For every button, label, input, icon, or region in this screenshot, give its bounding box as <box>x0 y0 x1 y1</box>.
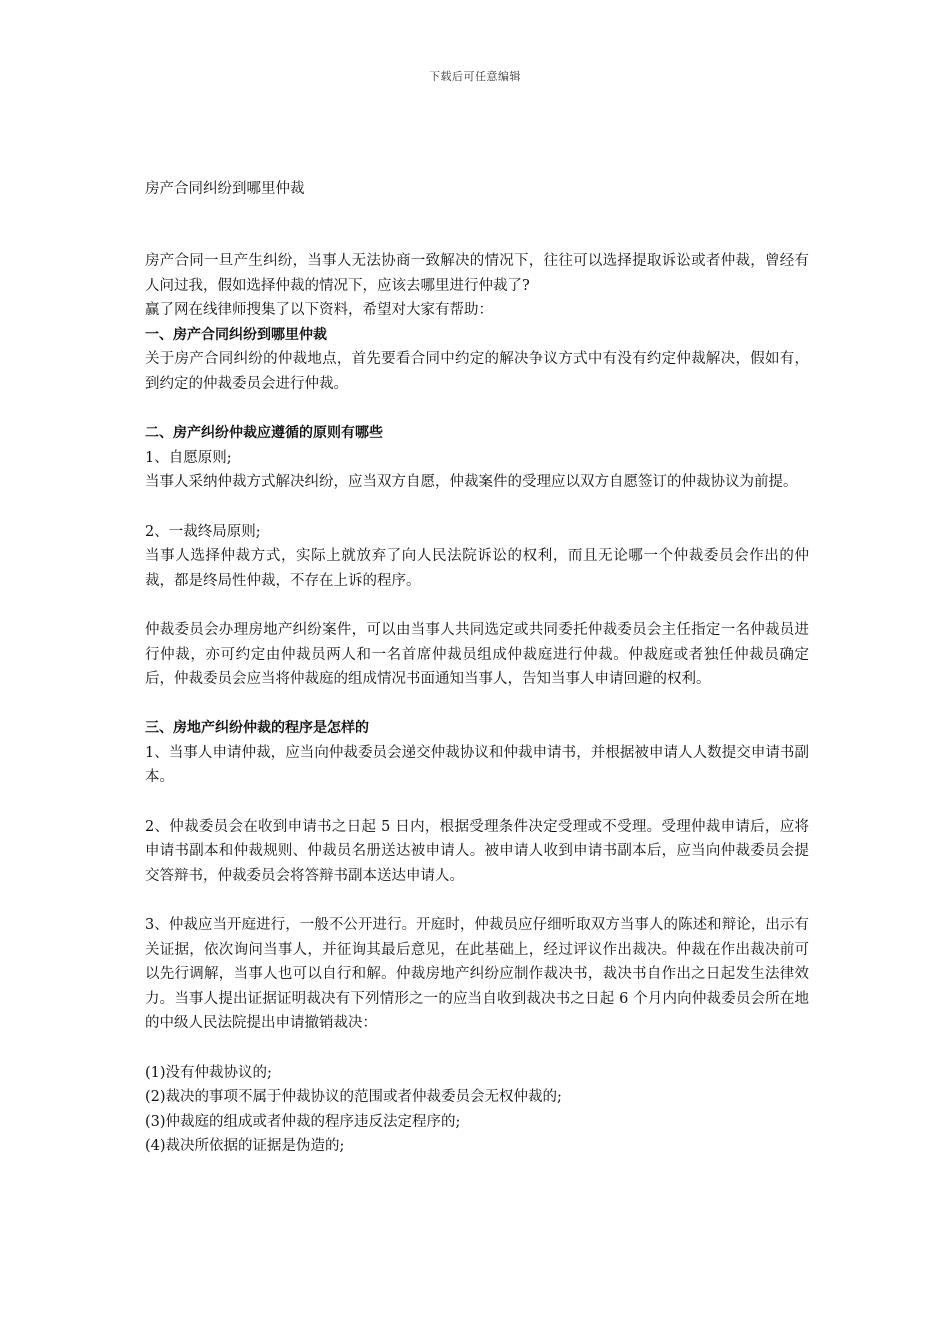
document-body <box>145 249 809 1159</box>
list-item: (3)仲裁庭的组成或者仲裁的程序违反法定程序的; <box>145 1113 461 1130</box>
document-title: 房产合同纠纷到哪里仲裁 <box>145 181 305 197</box>
body-paragraph: 2、仲裁委员会在收到申请书之日起 5 日内，根据受理条件决定受理或不受理。受理仲裁申请后，应将申请书副本和仲裁规则、仲裁员名册送达被申请人。被申请人收到申请书副本后，应当向仲裁委员会提交答辩书，仲裁委员会将答辩书副本送达申请人。 <box>145 818 809 884</box>
paragraph-gap <box>145 1036 809 1061</box>
list-item: (1)没有仲裁协议的; <box>145 1064 272 1081</box>
intro-paragraph: 房产合同一旦产生纠纷，当事人无法协商一致解决的情况下，往往可以选择提取诉讼或者仲裁，曾经有人问过我，假如选择仲裁的情况下，应该去哪里进行仲裁了? <box>145 253 809 294</box>
list-item: (4)裁决所依据的证据是伪造的; <box>145 1138 345 1155</box>
paragraph-gap <box>145 593 809 618</box>
body-paragraph: 当事人采纳仲裁方式解决纠纷，应当双方自愿，仲裁案件的受理应以双方自愿签订的仲裁协议为前提。 <box>145 474 798 491</box>
intro-paragraph: 赢了网在线律师搜集了以下资料，希望对大家有帮助： <box>145 302 493 319</box>
item-title: 1、自愿原则; <box>145 449 232 466</box>
body-paragraph: 1、当事人申请仲裁，应当向仲裁委员会递交仲裁协议和仲裁申请书，并根据被申请人人数提交申请书副本。 <box>145 744 809 786</box>
header-note: 下载后可任意编辑 <box>429 70 521 83</box>
list-item: (2)裁决的事项不属于仲裁协议的范围或者仲裁委员会无权仲裁的; <box>145 1089 562 1106</box>
item-title: 2、一裁终局原则; <box>145 523 261 540</box>
section-heading: 二、房产纠纷仲裁应遵循的原则有哪些 <box>145 425 383 442</box>
paragraph-gap <box>145 790 809 815</box>
section-heading: 三、房地产纠纷仲裁的程序是怎样的 <box>145 720 369 737</box>
body-paragraph: 当事人选择仲裁方式，实际上就放弃了向人民法院诉讼的权利，而且无论哪一个仲裁委员会作出的仲裁，都是终局性仲裁，不存在上诉的程序。 <box>145 548 809 589</box>
body-paragraph: 仲裁委员会办理房地产纠纷案件，可以由当事人共同选定或共同委托仲裁委员会主任指定一名仲裁员进行仲裁，亦可约定由仲裁员两人和一名首席仲裁员组成仲裁庭进行仲裁。仲裁庭或者独任仲裁员确定后，仲裁委员会应当将仲裁庭的组成情况书面通知当事人，告知当事人申请回避的权利。 <box>145 621 809 688</box>
paragraph-gap <box>145 888 809 913</box>
paragraph-gap <box>145 495 809 520</box>
body-paragraph: 3、仲裁应当开庭进行，一般不公开进行。开庭时，仲裁员应仔细听取双方当事人的陈述和辩论，出示有关证据，依次询问当事人，并征询其最后意见，在此基础上，经过评议作出裁决。仲裁在作出裁决前可以先行调解，当事人也可以自行和解。仲裁房地产纠纷应制作裁决书，裁决书自作出之日起发生法律效力。当事人提出证据证明裁决有下列情形之一的应当自收到裁决书之日起 6 个月内向仲裁委员会所在地的中级人民法院提出申请撤销裁决： <box>145 917 809 1032</box>
paragraph-gap <box>145 692 809 717</box>
paragraph-gap <box>145 397 809 422</box>
body-paragraph: 关于房产合同纠纷的仲裁地点，首先要看合同中约定的解决争议方式中有没有约定仲裁解决，假如有，到约定的仲裁委员会进行仲裁。 <box>145 351 809 392</box>
section-heading: 一、房产合同纠纷到哪里仲裁 <box>145 326 327 343</box>
